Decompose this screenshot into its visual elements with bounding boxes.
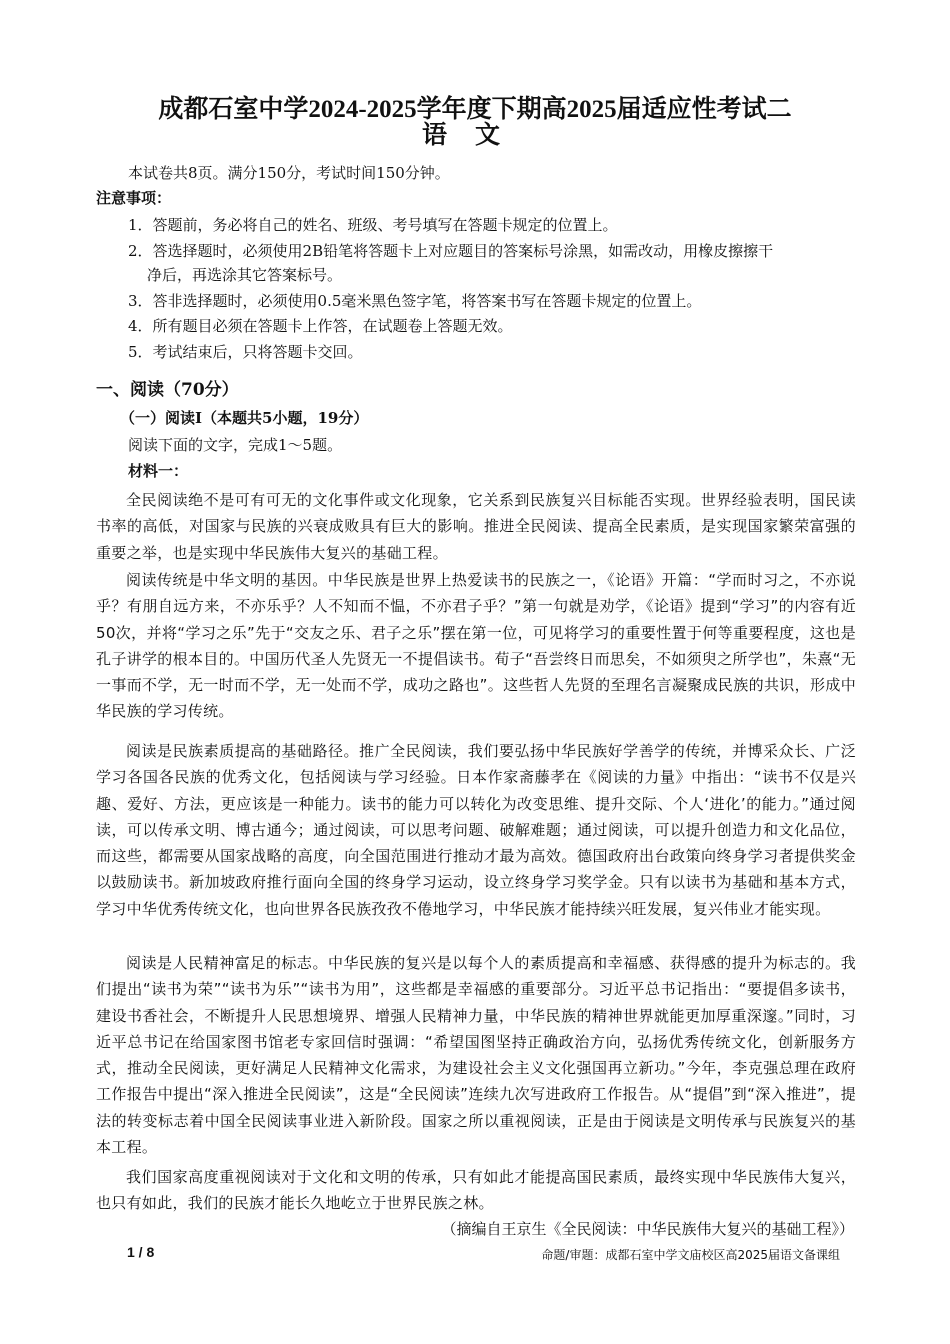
passage-paragraph: 我们国家高度重视阅读对于文化和文明的传承，只有如此才能提高国民素质，最终实现中华民族伟大复兴，也只有如此，我们的民族才能长久地屹立于世界民族之林。 <box>96 1168 856 1213</box>
passage-paragraph: 阅读传统是中华文明的基因。中华民族是世界上热爱读书的民族之一，《论语》开篇：“学而时习之，不亦说乎？有朋自远方来，不亦乐乎？人不知而不愠，不亦君子乎？”第一句就是劝学，《论语》提到“学习”的内容有近50次，并将“学习之乐”先于“交友之乐、君子之乐”摆在第一位，可见将学习的重要性置于何等重要程度，这也是孔子讲学的根本目的。中国历代圣人先贤无一不提倡读书。荀子“吾尝终日而思矣，不如须臾之所学也”，朱熹“无一事而不学，无一时而不学，无一处而不学，成功之路也”。这些哲人先贤的至理名言凝聚成民族的共识，形成中华民族的学习传统。 <box>96 571 856 721</box>
notes-heading: 注意事项： <box>96 189 172 207</box>
note-item: 2．答选择题时，必须使用2B铅笔将答题卡上对应题目的答案标号涂黑，如需改动，用橡皮擦擦干 <box>128 242 774 260</box>
reading-instruction: 阅读下面的文字，完成1～5题。 <box>128 436 343 454</box>
passage-paragraph: 阅读是民族素质提高的基础路径。推广全民阅读，我们要弘扬中华民族好学善学的传统，并博采众长、广泛学习各国各民族的优秀文化，包括阅读与学习经验。日本作家斋藤孝在《阅读的力量》中指出：“读书不仅是兴趣、爱好、方法，更应该是一种能力。读书的能力可以转化为改变思维、提升交际、个人‘进化’的能力。”通过阅读，可以传承文明、博古通今；通过阅读，可以思考问题、破解难题；通过阅读，可以提升创造力和文化品位，而这些，都需要从国家战略的高度，向全国范围进行推动才最为高效。德国政府出台政策向终身学习者提供奖金以鼓励读书。新加坡政府推行面向全国的终身学习运动，设立终身学习奖学金。只有以读书为基础和基本方式，学习中华优秀传统文化，也向世界各民族孜孜不倦地学习，中华民族才能持续兴旺发展，复兴伟业才能实现。 <box>96 742 856 918</box>
note-item: 净后，再选涂其它答案标号。 <box>147 266 343 284</box>
passage-paragraph: 阅读是人民精神富足的标志。中华民族的复兴是以每个人的素质提高和幸福感、获得感的提升为标志的。我们提出“读书为荣”“读书为乐”“读书为用”，这些都是幸福感的重要部分。习近平总书记指出：“要提倡多读书，建设书香社会，不断提升人民思想境界、增强人民精神力量，中华民族的精神世界就能更加厚重深邃。”同时，习近平总书记在给国家图书馆老专家回信时强调：“希望国图坚持正确政治方向，弘扬优秀传统文化，创新服务方式，推动全民阅读，更好满足人民精神文化需求，为建设社会主义文化强国再立新功。”今年，李克强总理在政府工作报告中提出“深入推进全民阅读”，这是“全民阅读”连续九次写进政府工作报告。从“提倡”到“深入推进”，提法的转变标志着中国全民阅读事业进入新阶段。国家之所以重视阅读，正是由于阅读是文明传承与民族复兴的基本工程。 <box>96 954 856 1157</box>
note-item: 1．答题前，务必将自己的姓名、班级、考号填写在答题卡规定的位置上。 <box>128 216 618 234</box>
material-label: 材料一： <box>128 462 189 480</box>
exam-subject: 语文 <box>421 122 528 149</box>
section-heading: 一、阅读（70分） <box>96 380 239 400</box>
note-item: 5．考试结束后，只将答题卡交回。 <box>128 343 363 361</box>
exam-title: 成都石室中学2024-2025学年度下期高2025届适应性考试二 <box>158 96 792 123</box>
page-number: 1 / 8 <box>127 1244 155 1260</box>
note-item: 3．答非选择题时，必须使用0.5毫米黑色签字笔，将答案书写在答题卡规定的位置上。 <box>128 292 702 310</box>
passage-source: （摘编自王京生《全民阅读：中华民族伟大复兴的基础工程》） <box>441 1220 854 1238</box>
section-subheading: （一）阅读I（本题共5小题，19分） <box>120 409 369 427</box>
passage-paragraph: 全民阅读绝不是可有可无的文化事件或文化现象，它关系到民族复兴目标能否实现。世界经验表明，国民读书率的高低，对国家与民族的兴衰成败具有巨大的影响。推进全民阅读、提高全民素质，是实现国家繁荣富强的重要之举，也是实现中华民族伟大复兴的基础工程。 <box>96 491 856 562</box>
note-item: 4．所有题目必须在答题卡上作答，在试题卷上答题无效。 <box>128 317 513 335</box>
exam-intro: 本试卷共8页。满分150分，考试时间150分钟。 <box>128 164 450 182</box>
footer-credit: 命题/审题：成都石室中学文庙校区高2025届语文备课组 <box>541 1248 840 1262</box>
